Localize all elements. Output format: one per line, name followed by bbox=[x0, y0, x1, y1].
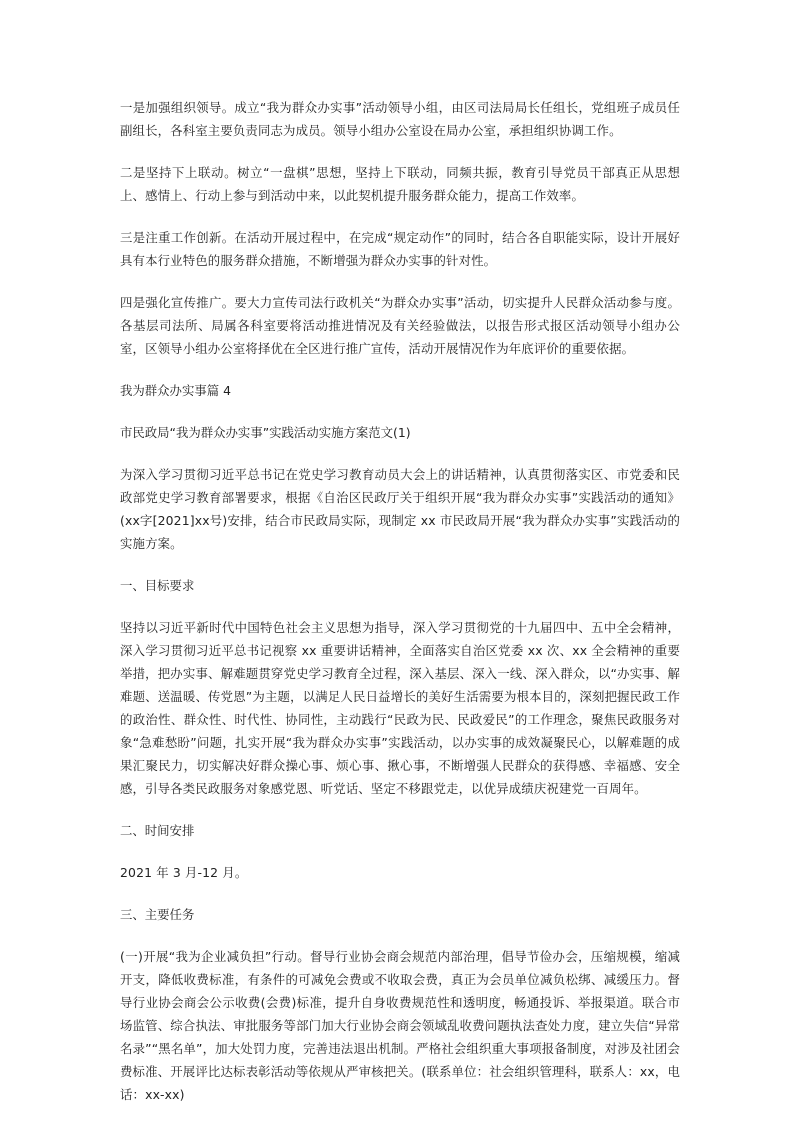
heading-goals: 一、目标要求 bbox=[120, 578, 195, 593]
heading-schedule: 二、时间安排 bbox=[120, 823, 195, 838]
paragraph-organization-leadership: 一是加强组织领导。成立“我为群众办实事”活动领导小组，由区司法局局长任组长，党组班子成员任副组长，各科室主要负责同志为成员。领导小组办公室设在局办公室，承担组织协调工作。 bbox=[120, 100, 680, 138]
paragraph-goals: 坚持以习近平新时代中国特色社会主义思想为指导，深入学习贯彻党的十九届四中、五中全会精神，深入学习贯彻习近平总书记视察 xx 重要讲话精神，全面落实自治区党委 xx 次、xx 全会精神的重要举措，把办实事、解难题贯穿党史学习教育全过程，深入基层、深入一线、深入群众，以“办实事、解难题、送温暖、传党恩”为主题，以满足人民日益增长的美好生活需要为根本目的，深刻把握民政工作的政治性、群众性、时代性、协同性，主动践行“民政为民、民政爱民”的工作理念，聚焦民政服务对象“急难愁盼”问题，扎实开展“我为群众办实事”实践活动，以办实事的成效凝聚民心，以解难题的成果汇聚民力，切实解决好群众操心事、烦心事、揪心事，不断增强人民群众的获得感、幸福感、安全感，引导各类民政服务对象感党恩、听党话、坚定不移跟党走，以优异成绩庆祝建党一百周年。 bbox=[120, 620, 680, 796]
paragraph-intro: 为深入学习贯彻习近平总书记在党史学习教育动员大会上的讲话精神，认真贯彻落实区、市党委和民政部党史学习教育部署要求，根据《自治区民政厅关于组织开展“我为群众办实事”实践活动的通知》(xx字[2021]xx号)安排，结合市民政局实际，现制定 xx 市民政局开展“我为群众办实事”实践活动的实施方案。 bbox=[120, 467, 680, 551]
paragraph-innovation: 三是注重工作创新。在活动开展过程中，在完成“规定动作”的同时，结合各自职能实际，设计开展好具有本行业特色的服务群众措施，不断增强为群众办实事的针对性。 bbox=[120, 230, 680, 268]
document-page bbox=[120, 96, 680, 1125]
heading-tasks: 三、主要任务 bbox=[120, 907, 195, 922]
section-title: 我为群众办实事篇 4 bbox=[120, 383, 231, 398]
document-title: 市民政局“我为群众办实事”实践活动实施方案范文(1) bbox=[120, 425, 411, 440]
paragraph-task-one: (一)开展“我为企业减负担”行动。督导行业协会商会规范内部治理，倡导节俭办会，压缩规模，缩减开支，降低收费标准，有条件的可减免会费或不收取会费，真正为会员单位减负松绑、减缓压力。督导行业协会商会公示收费(会费)标准，提升自身收费规范性和透明度，畅通投诉、举报渠道。联合市场监管、综合执法、审批服务等部门加大行业协会商会领域乱收费问题执法查处力度，建立失信“异常名录”“黑名单”，加大处罚力度，完善违法退出机制。严格社会组织重大事项报备制度，对涉及社团会费标准、开展评比达标表彰活动等依规从严审核把关。(联系单位：社会组织管理科，联系人：xx，电话：xx-xx) bbox=[120, 949, 680, 1102]
paragraph-linkage: 二是坚持下上联动。树立“一盘棋”思想，坚持上下联动，同频共振，教育引导党员干部真正从思想上、感情上、行动上参与到活动中来，以此契机提升服务群众能力，提高工作效率。 bbox=[120, 165, 680, 203]
paragraph-schedule: 2021 年 3 月-12 月。 bbox=[120, 865, 248, 880]
paragraph-publicity: 四是强化宣传推广。要大力宣传司法行政机关“为群众办实事”活动，切实提升人民群众活动参与度。各基层司法所、局属各科室要将活动推进情况及有关经验做法，以报告形式报区活动领导小组办公室，区领导小组办公室将择优在全区进行推广宣传，活动开展情况作为年底评价的重要依据。 bbox=[120, 295, 680, 356]
